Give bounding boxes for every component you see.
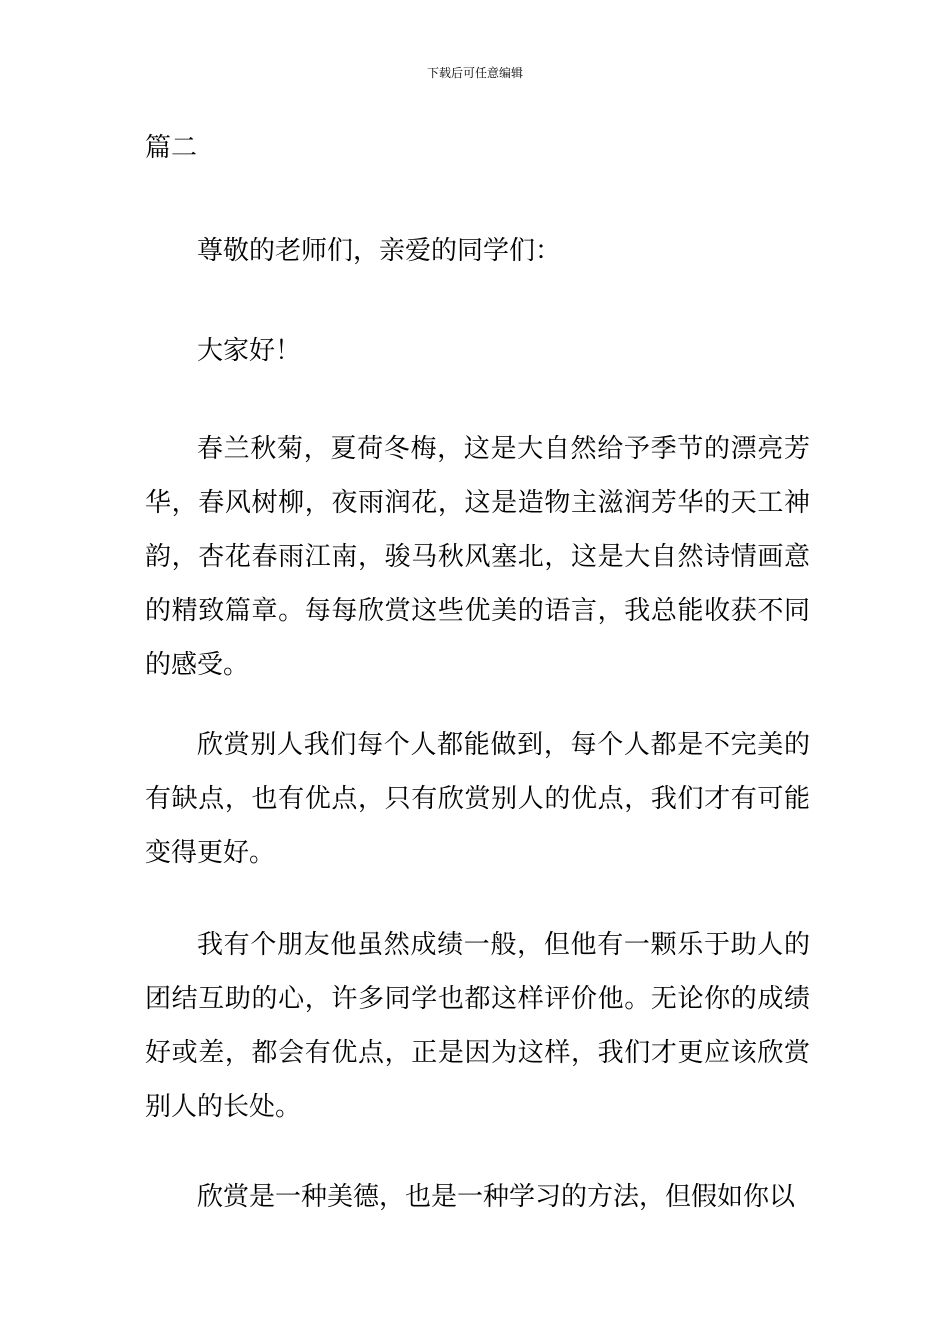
paragraph-body: 春兰秋菊，夏荷冬梅，这是大自然给予季节的漂亮芳华，春风树柳，夜雨润花，这是造物主滋润芳华的天工神韵，杏花春雨江南，骏马秋风塞北，这是大自然诗情画意的精致篇章。每每欣赏这些优美的语言，我总能收获不同的感受。 [145, 434, 810, 680]
section-title: 篇二 [145, 133, 198, 163]
page-header-note: 下载后可任意编辑 [426, 66, 523, 80]
paragraph-body: 欣赏别人我们每个人都能做到，每个人都是不完美的有缺点，也有优点，只有欣赏别人的优点，我们才有可能变得更好。 [145, 730, 810, 868]
paragraph-body: 欣赏是一种美德，也是一种学习的方法，但假如你以 [197, 1182, 796, 1212]
paragraph-greeting: 尊敬的老师们，亲爱的同学们： [197, 236, 562, 266]
paragraph-body: 我有个朋友他虽然成绩一般，但他有一颗乐于助人的团结互助的心，许多同学也都这样评价他。无论你的成绩好或差，都会有优点，正是因为这样，我们才更应该欣赏别人的长处。 [145, 930, 810, 1122]
paragraph-hello: 大家好！ [197, 336, 302, 366]
